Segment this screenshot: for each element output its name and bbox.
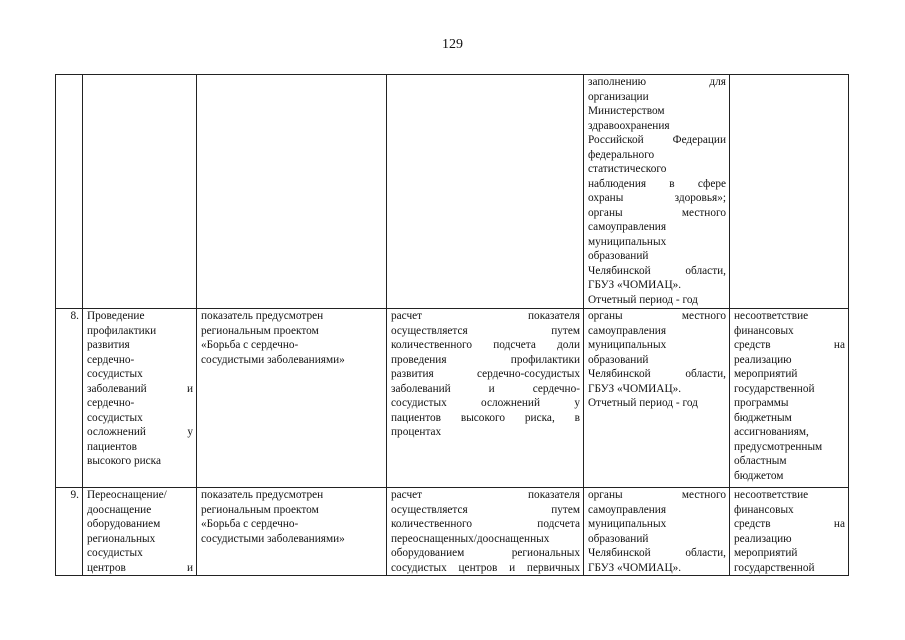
- cell-text-line: самоуправления: [588, 503, 667, 516]
- cell-text-line: финансовых: [734, 503, 794, 516]
- indicator-cell: [197, 309, 387, 488]
- cell-text-line: Челябинской области,: [588, 547, 726, 559]
- cell-text-line: мероприятий: [734, 368, 798, 380]
- cell-text-line: осуществляется путем: [391, 324, 580, 337]
- cell-text-line: развития сердечно-сосудистых: [391, 368, 580, 380]
- cell-text-line: Министерством: [588, 105, 665, 117]
- cell-text-line: показатель предусмотрен: [201, 489, 324, 501]
- cell-text-line: средств на: [734, 339, 845, 351]
- cell-text-line: региональным проектом: [201, 503, 319, 516]
- cell-text-line: дооснащение: [87, 503, 152, 516]
- cell-text-line: государственной: [734, 561, 815, 574]
- cell-text-line: Проведение: [87, 310, 145, 322]
- cell-text-line: расчет показателя: [391, 310, 580, 322]
- cell-text-line: муниципальных: [588, 339, 667, 351]
- cell-text-line: количественного подсчета: [391, 518, 580, 530]
- cell-text-line: организации: [588, 90, 649, 103]
- num-cell: [56, 75, 83, 309]
- cell-text-line: Переоснащение/: [87, 489, 167, 501]
- cell-text-line: Российской Федерации: [588, 134, 726, 146]
- cell-text-line: высокого риска: [87, 455, 162, 467]
- cell-text-line: сосудистых: [87, 547, 143, 559]
- table-row-9: [56, 488, 849, 576]
- cell-text-line: центров и: [87, 561, 193, 574]
- risk-cell: [730, 75, 849, 309]
- cell-text-line: средств на: [734, 518, 845, 530]
- cell-text-line: процентах: [391, 426, 442, 438]
- cell-text-line: муниципальных: [588, 235, 667, 248]
- cell-text-line: реализацию: [734, 353, 792, 366]
- name-cell: [83, 75, 197, 309]
- cell-text-line: Челябинской области,: [588, 264, 726, 277]
- cell-text-line: оборудованием региональных: [391, 547, 580, 559]
- cell-text-line: финансовых: [734, 324, 794, 337]
- cell-text-line: государственной: [734, 382, 815, 395]
- cell-text-line: сердечно-: [87, 353, 135, 366]
- cell-text-line: «Борьба с сердечно-: [201, 339, 299, 351]
- row-number: 8.: [56, 309, 83, 488]
- cell-text-line: сосудистых: [87, 411, 143, 424]
- risk-cell: [730, 309, 849, 488]
- cell-text-line: образований: [588, 532, 649, 545]
- source-cell: [584, 75, 730, 309]
- indicator-table: [55, 74, 849, 576]
- page-number: 129: [442, 37, 463, 52]
- cell-text-line: сосудистыми заболеваниями»: [201, 353, 345, 366]
- cell-text-line: мероприятий: [734, 547, 798, 559]
- cell-text-line: показатель предусмотрен: [201, 310, 324, 322]
- cell-text-line: пациентов: [87, 440, 137, 453]
- cell-text-line: сосудистых осложнений у: [391, 397, 580, 409]
- cell-text-line: органы местного: [588, 310, 726, 322]
- cell-text-line: региональным проектом: [201, 324, 319, 337]
- cell-text-line: ГБУЗ «ЧОМИАЦ».: [588, 382, 682, 395]
- cell-text-line: несоответствие: [734, 489, 809, 501]
- cell-text-line: органы местного: [588, 206, 726, 219]
- indicator-cell: [197, 488, 387, 576]
- cell-text-line: образований: [588, 353, 649, 366]
- cell-text-line: Челябинской области,: [588, 368, 726, 380]
- cell-text-line: наблюдения в сфере: [588, 177, 726, 190]
- indicator-cell: [197, 75, 387, 309]
- cell-text-line: бюджетом: [734, 469, 784, 482]
- cell-text-line: сердечно-: [87, 397, 135, 409]
- cell-text-line: развития: [87, 339, 130, 351]
- cell-text-line: проведения профилактики: [391, 353, 580, 366]
- cell-text-line: федерального: [588, 148, 655, 161]
- measure-name-cell: [83, 488, 197, 576]
- cell-text-line: самоуправления: [588, 221, 667, 233]
- cell-text-line: реализацию: [734, 532, 792, 545]
- cell-text-line: оборудованием: [87, 518, 161, 530]
- cell-text-line: профилактики: [87, 324, 157, 337]
- cell-text-line: самоуправления: [588, 324, 667, 337]
- cell-text-line: бюджетным: [734, 411, 792, 424]
- cell-text-line: несоответствие: [734, 310, 809, 322]
- cell-text-line: сосудистыми заболеваниями»: [201, 532, 345, 545]
- cell-text-line: статистического: [588, 163, 667, 175]
- cell-text-line: региональных: [87, 532, 156, 545]
- data-source-cell: [584, 309, 730, 488]
- cell-text-line: Отчетный период - год: [588, 397, 698, 409]
- cell-text-line: заболеваний и сердечно-: [391, 382, 580, 395]
- calculation-method-cell: [387, 488, 584, 576]
- cell-text-line: сосудистых центров и первичных: [391, 561, 580, 574]
- cell-text-line: сосудистых: [87, 368, 143, 380]
- cell-text-line: переоснащенных/дооснащенных: [391, 532, 550, 545]
- cell-text-line: пациентов высокого риска, в: [391, 411, 580, 424]
- cell-text-line: охраны здоровья»;: [588, 192, 726, 204]
- cell-text-line: муниципальных: [588, 518, 667, 530]
- risk-cell: [730, 488, 849, 576]
- cell-text-line: «Борьба с сердечно-: [201, 518, 299, 530]
- cell-text-line: количественного подсчета доли: [391, 339, 580, 351]
- cell-text-line: областным: [734, 455, 787, 467]
- measure-name-cell: [83, 309, 197, 488]
- cell-text-line: ГБУЗ «ЧОМИАЦ».: [588, 279, 682, 291]
- cell-text-line: образований: [588, 250, 649, 262]
- cell-text-line: осуществляется путем: [391, 503, 580, 516]
- cell-text-line: программы: [734, 397, 789, 409]
- cell-text-line: расчет показателя: [391, 489, 580, 501]
- cell-text-line: предусмотренным: [734, 440, 823, 453]
- cell-text-line: осложнений у: [87, 426, 193, 438]
- method-cell: [387, 75, 584, 309]
- cell-text-line: ассигнованиям,: [734, 426, 809, 438]
- cell-text-line: Отчетный период - год: [588, 293, 698, 306]
- table-row-8: [56, 309, 849, 488]
- row-number: 9.: [56, 488, 83, 576]
- calculation-method-cell: [387, 309, 584, 488]
- cell-text-line: органы местного: [588, 489, 726, 501]
- cell-text-line: здравоохранения: [588, 119, 670, 132]
- table-row-continuation: [56, 75, 849, 309]
- cell-text-line: ГБУЗ «ЧОМИАЦ».: [588, 561, 682, 574]
- cell-text-line: заболеваний и: [87, 382, 193, 395]
- cell-text-line: заполнению для: [588, 76, 726, 88]
- data-source-cell: [584, 488, 730, 576]
